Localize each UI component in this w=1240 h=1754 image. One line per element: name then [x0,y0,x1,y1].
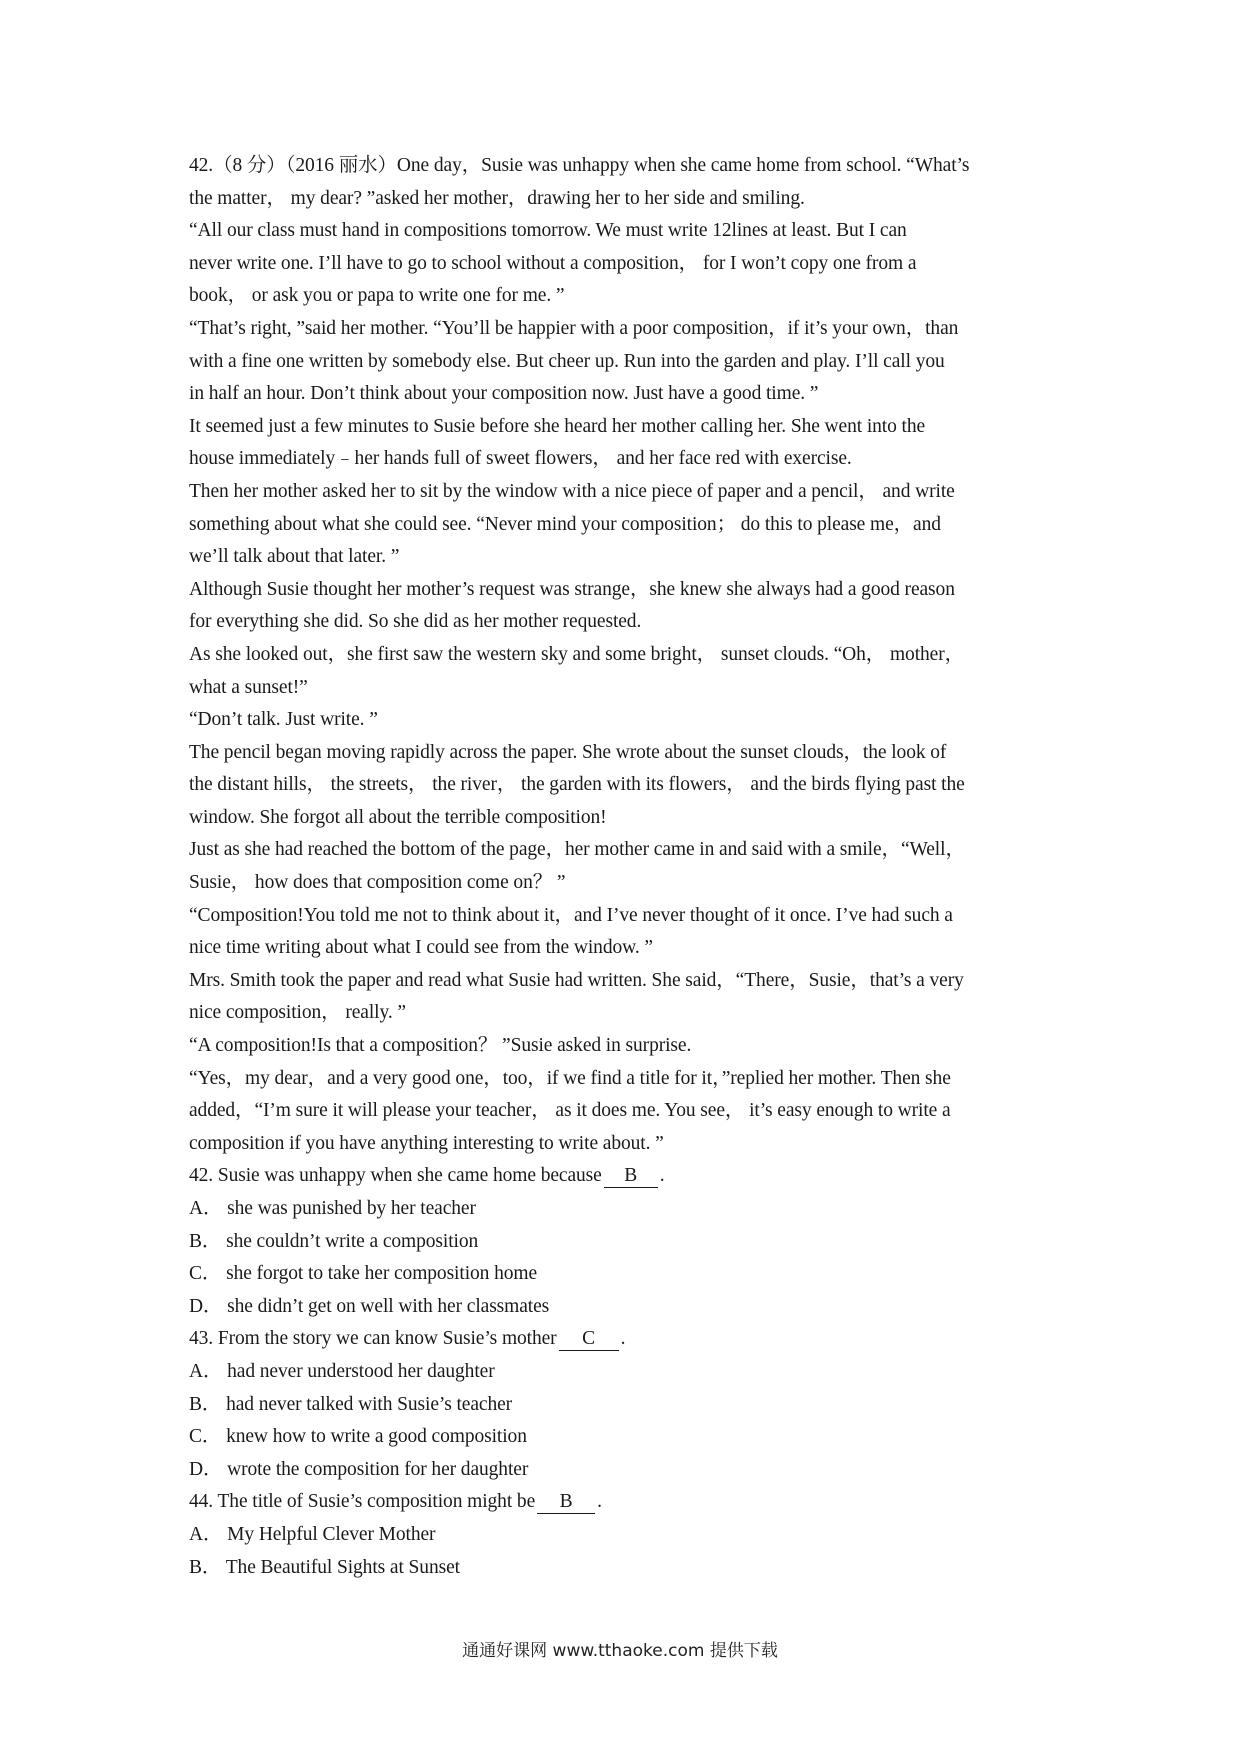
question-text: 42. Susie was unhappy when she came home because [189,1165,602,1187]
option-d: D． she didn’t get on well with her classmates [189,1295,550,1317]
question-text: 44. The title of Susie’s composition might be [189,1491,536,1513]
answer-blank: B [604,1165,658,1188]
option-a: A． had never understood her daughter [189,1360,495,1382]
option-b: B． had never talked with Susie’s teacher [189,1393,513,1415]
question-end: . [597,1491,602,1513]
option-c: C． she forgot to take her composition home [189,1263,538,1285]
passage-line: It seemed just a few minutes to Susie before she heard her mother calling her. She went into the [189,415,926,437]
reading-passage [189,150,1069,1584]
option-a: A． she was punished by her teacher [189,1198,476,1219]
passage-line: Susie， how does that composition come on？ ” [189,872,566,894]
passage-line: “Composition!You told me not to think about it，and I’ve never thought of it once. I’ve had such a [189,904,953,926]
passage-line: with a fine one written by somebody else. But cheer up. Run into the garden and play. I’ll call you [189,350,945,372]
passage-line: in half an hour. Don’t think about your composition now. Just have a good time. ” [189,383,819,405]
passage-line: The pencil began moving rapidly across the paper. She wrote about the sunset clouds，the look of [189,741,947,763]
passage-line: window. She forgot all about the terrible composition! [189,806,607,828]
option-b: B． The Beautiful Sights at Sunset [189,1556,460,1578]
option-d: D． wrote the composition for her daughter [189,1458,529,1480]
passage-line: Mrs. Smith took the paper and read what Susie had written. She said，“There，Susie，that’s a very [189,969,964,991]
passage-line: house immediately﹣her hands full of sweet flowers， and her face red with exercise. [189,448,852,470]
passage-line: nice time writing about what I could see from the window. ” [189,937,653,959]
answer-blank: B [537,1491,595,1514]
passage-line: “All our class must hand in compositions tomorrow. We must write 12lines at least. But I can [189,220,907,242]
question-end: . [620,1328,626,1350]
question-43-stem [189,1323,1069,1356]
passage-line: nice composition， really. ” [189,1002,406,1024]
passage-line: Then her mother asked her to sit by the window with a nice piece of paper and a pencil， and write [189,480,955,502]
passage-line: “Yes，my dear，and a very good one，too，if we find a title for it，”replied her mother. Then she [189,1067,951,1089]
option-a: A． My Helpful Clever Mother [189,1523,436,1545]
passage-line: the matter， my dear? ”asked her mother，drawing her to her side and smiling. [189,187,805,209]
passage-line: we’ll talk about that later. ” [189,546,400,568]
question-42-stem [189,1160,1069,1193]
passage-line: book， or ask you or papa to write one for me. ” [189,285,565,307]
passage-line: 42.（8 分）（2016 丽水）One day，Susie was unhappy when she came home from school. “What’s [189,155,970,176]
page-footer: 通通好课网 www.tthaoke.com 提供下载 [462,1641,778,1661]
option-c: C． knew how to write a good composition [189,1426,527,1448]
passage-line: never write one. I’ll have to go to school without a composition， for I won’t copy one from a [189,252,917,274]
answer-blank: C [559,1328,619,1351]
passage-line: something about what she could see. “Never mind your composition； do this to please me，and [189,513,941,535]
passage-line: the distant hills， the streets， the river， the garden with its flowers， and the birds flying past the [189,774,965,796]
passage-line: Although Susie thought her mother’s request was strange，she knew she always had a good reason [189,578,955,600]
passage-line: for everything she did. So she did as her mother requested. [189,611,642,633]
passage-line: composition if you have anything interesting to write about. ” [189,1132,664,1154]
question-44-stem [189,1486,1069,1519]
passage-line: “Don’t talk. Just write. ” [189,709,378,731]
passage-line: “A composition!Is that a composition？ ”Susie asked in surprise. [189,1035,692,1057]
passage-line: added，“I’m sure it will please your teacher， as it does me. You see， it’s easy enough to write a [189,1100,951,1122]
passage-line: Just as she had reached the bottom of the page，her mother came in and said with a smile，“Well， [189,839,965,861]
question-end: . [659,1165,665,1187]
option-b: B． she couldn’t write a composition [189,1230,479,1252]
question-text: 43. From the story we can know Susie’s mother [189,1328,557,1350]
passage-line: As she looked out，she first saw the western sky and some bright， sunset clouds. “Oh， mother， [189,643,965,665]
passage-line: what a sunset!” [189,676,308,698]
passage-line: “That’s right, ”said her mother. “You’ll be happier with a poor composition，if it’s your own，than [189,317,959,339]
